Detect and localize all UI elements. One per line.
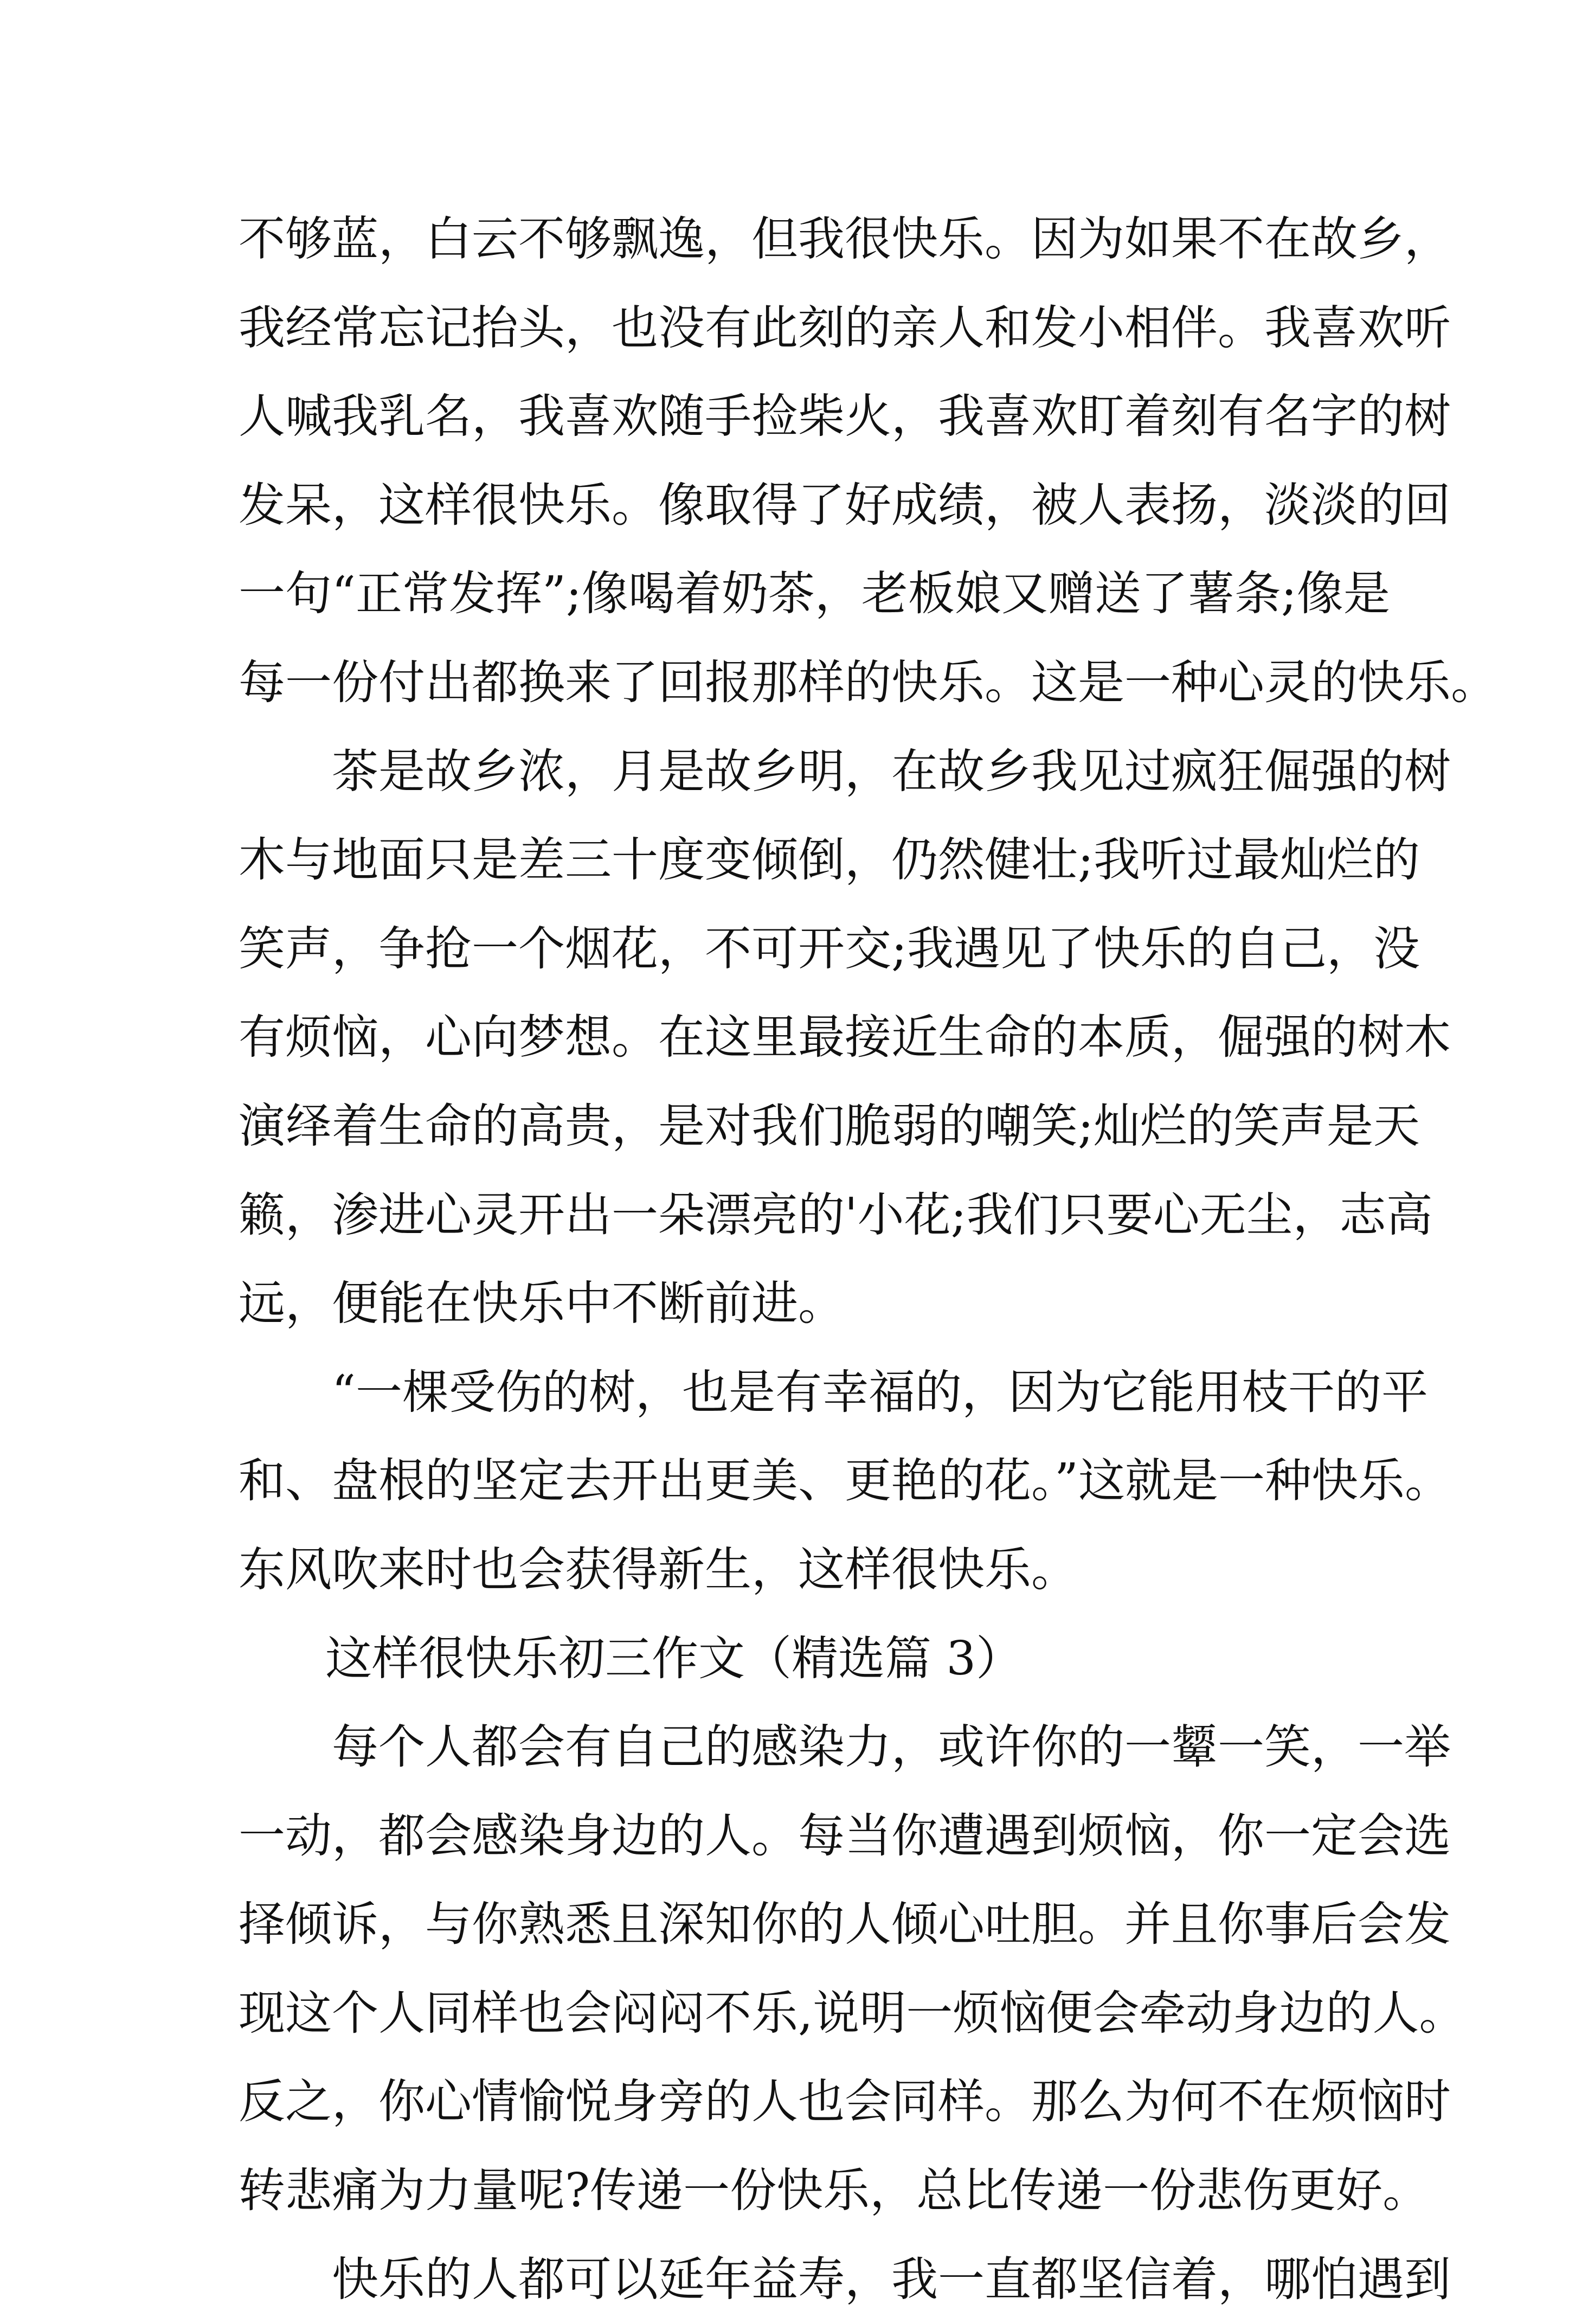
paragraph-first-line: 快乐的人都可以延年益寿，我一直都坚信着，哪怕遇到: [332, 2252, 1451, 2307]
paragraph-first-line: 每个人都会有自己的感染力，或许你的一颦一笑，一举: [332, 1720, 1451, 1775]
text-line: 一动，都会感染身边的人。每当你遭遇到烦恼，你一定会选: [239, 1808, 1451, 1863]
text-line: 择倾诉，与你熟悉且深知你的人倾心吐胆。并且你事后会发: [239, 1897, 1451, 1952]
text-line: 木与地面只是差三十度变倾倒，仍然健壮;我听过最灿烂的: [239, 833, 1420, 888]
text-line: 发呆，这样很快乐。像取得了好成绩，被人表扬，淡淡的回: [239, 478, 1451, 532]
text-line: 现这个人同样也会闷闷不乐,说明一烦恼便会牵动身边的人。: [239, 1986, 1466, 2040]
text-line: 有烦恼，心向梦想。在这里最接近生命的本质，倔强的树木: [239, 1010, 1451, 1065]
text-line: 每一份付出都换来了回报那样的快乐。这是一种心灵的快乐。: [239, 655, 1497, 710]
text-line: 转悲痛为力量呢?传递一份快乐，总比传递一份悲伤更好。: [239, 2163, 1430, 2218]
paragraph-first-line: 茶是故乡浓，月是故乡明，在故乡我见过疯狂倔强的树: [332, 744, 1451, 799]
text-line: 一句“正常发挥”;像喝着奶茶，老板娘又赠送了薯条;像是: [239, 567, 1390, 621]
text-line: 远，便能在快乐中不断前进。: [239, 1276, 845, 1331]
text-line: 东风吹来时也会获得新生，这样很快乐。: [239, 1542, 1078, 1597]
text-line: 我经常忘记抬头，也没有此刻的亲人和发小相伴。我喜欢听: [239, 300, 1451, 355]
section-heading: 这样很快乐初三作文（精选篇 3）: [325, 1631, 1023, 1686]
document-body: [239, 195, 1497, 2324]
text-line: 人喊我乳名，我喜欢随手捡柴火，我喜欢盯着刻有名字的树: [239, 389, 1451, 444]
text-line: 不够蓝，白云不够飘逸，但我很快乐。因为如果不在故乡，: [239, 212, 1451, 266]
text-line: 反之，你心情愉悦身旁的人也会同样。那么为何不在烦恼时: [239, 2075, 1451, 2129]
text-line: 演绎着生命的高贵，是对我们脆弱的嘲笑;灿烂的笑声是天: [239, 1099, 1420, 1153]
text-line: 和、盘根的坚定去开出更美、更艳的花。”这就是一种快乐。: [239, 1454, 1451, 1508]
text-line: 籁，渗进心灵开出一朵漂亮的'小花;我们只要心无尘，志高: [239, 1187, 1433, 1242]
text-line: 笑声，争抢一个烟花，不可开交;我遇见了快乐的自己，没: [239, 921, 1420, 976]
paragraph-first-line: “一棵受伤的树，也是有幸福的，因为它能用枝干的平: [332, 1365, 1428, 1420]
